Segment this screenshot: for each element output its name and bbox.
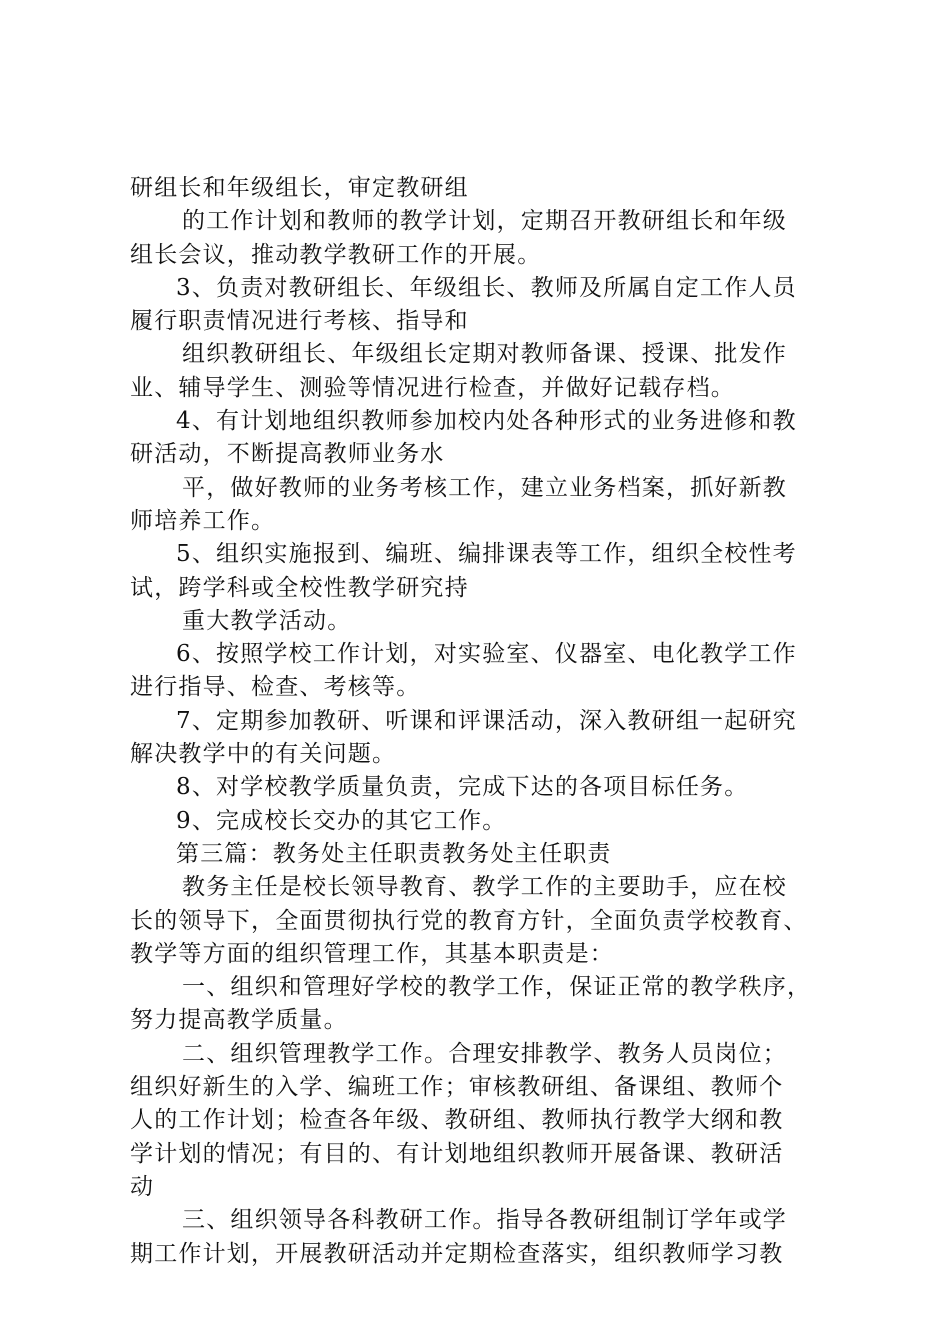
text-line: 5、组织实施报到、编班、编排课表等工作，组织全校性考 (176, 541, 797, 568)
text-line: 组织好新生的入学、编班工作；审核教研组、备课组、教师个 (130, 1074, 784, 1101)
text-line: 期工作计划，开展教研活动并定期检查落实，组织教师学习教 (130, 1240, 784, 1267)
document-body (130, 172, 840, 1271)
text-line: 二、组织管理教学工作。合理安排教学、教务人员岗位； (182, 1040, 787, 1067)
text-line: 师培养工作。 (130, 507, 276, 534)
text-line: 三、组织领导各科教研工作。指导各教研组制订学年或学 (182, 1207, 787, 1234)
section-heading: 第三篇：教务处主任职责教务处主任职责 (176, 840, 612, 867)
text-line: 试，跨学科或全校性教学研究持 (130, 574, 469, 601)
text-line: 努力提高教学质量。 (130, 1007, 348, 1034)
text-line: 4、有计划地组织教师参加校内处各种形式的业务进修和教 (176, 408, 797, 435)
text-line: 教学等方面的组织管理工作，其基本职责是： (130, 940, 614, 967)
text-line: 教务主任是校长领导教育、教学工作的主要助手，应在校 (182, 874, 787, 901)
text-line: 6、按照学校工作计划，对实验室、仪器室、电化教学工作 (176, 641, 797, 668)
text-line: 组织教研组长、年级组长定期对教师备课、授课、批发作 (182, 341, 787, 368)
text-line: 学计划的情况；有目的、有计划地组织教师开展备课、教研活 (130, 1140, 784, 1167)
text-line: 一、组织和管理好学校的教学工作，保证正常的教学秩序， (182, 974, 812, 1001)
text-line: 研组长和年级组长，审定教研组 (130, 175, 469, 201)
text-line: 履行职责情况进行考核、指导和 (130, 308, 469, 335)
text-line: 7、定期参加教研、听课和评课活动，深入教研组一起研究 (176, 707, 797, 734)
text-line: 进行指导、检查、考核等。 (130, 674, 421, 701)
text-line: 3、负责对教研组长、年级组长、教师及所属自定工作人员 (176, 274, 797, 301)
text-line: 动 (130, 1173, 155, 1200)
text-line: 的工作计划和教师的教学计划，定期召开教研组长和年级 (182, 208, 787, 235)
text-line: 长的领导下，全面贯彻执行党的教育方针，全面负责学校教育、 (130, 907, 808, 934)
text-line: 组长会议，推动教学教研工作的开展。 (130, 241, 542, 268)
text-line: 解决教学中的有关问题。 (130, 741, 397, 768)
text-line: 人的工作计划；检查各年级、教研组、教师执行教学大纲和教 (130, 1107, 784, 1134)
text-line: 9、完成校长交办的其它工作。 (176, 807, 507, 834)
text-line: 平，做好教师的业务考核工作，建立业务档案，抓好新教 (182, 474, 787, 501)
text-line: 8、对学校教学质量负责，完成下达的各项目标任务。 (176, 774, 749, 801)
text-line: 研活动，不断提高教师业务水 (130, 441, 445, 468)
text-line: 重大教学活动。 (182, 607, 352, 634)
text-line: 业、辅导学生、测验等情况进行检查，并做好记载存档。 (130, 374, 735, 401)
